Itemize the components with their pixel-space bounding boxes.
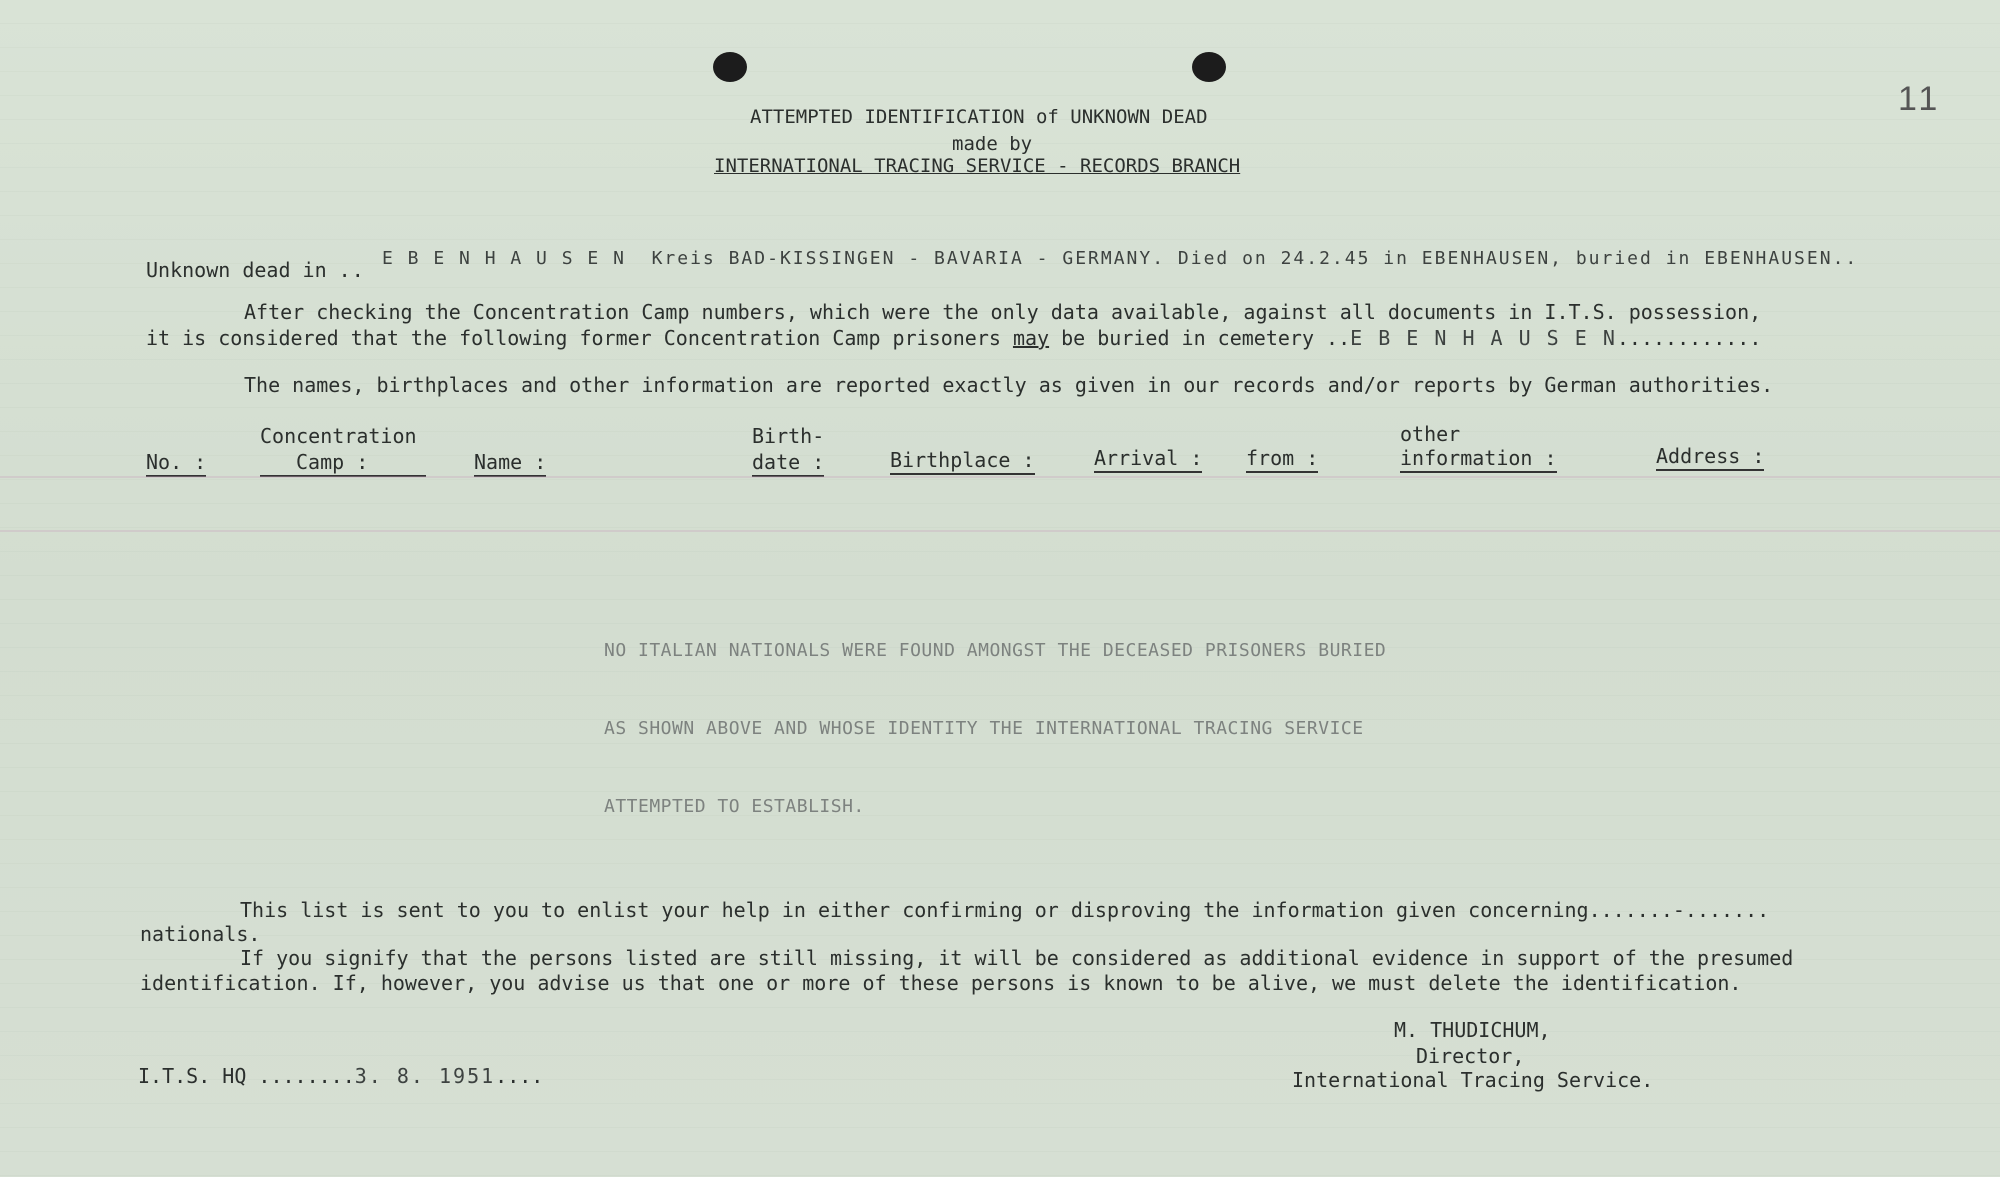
header-title: ATTEMPTED IDENTIFICATION of UNKNOWN DEAD: [750, 106, 1208, 128]
cemetery-name: E B E N H A U S E N: [1350, 326, 1617, 350]
closing-paragraph-line2: nationals.: [140, 922, 261, 946]
page-number: 11: [1898, 80, 1942, 118]
column-header-camp: Camp :: [260, 450, 426, 477]
evidence-paragraph-line1: If you signify that the persons listed are still missing, it will be considered as additional evidence in support of the presumed: [240, 946, 1794, 970]
column-header-from: from :: [1246, 446, 1318, 473]
stamp-no-italian-nationals: NO ITALIAN NATIONALS WERE FOUND AMONGST THE DECEASED PRISONERS BURIED AS SHOWN ABOVE AND WHOSE IDENTITY THE INTERNATIONAL TRACING SERVICE ATTEMPTED TO ESTABLISH.: [604, 640, 1387, 817]
unknown-dead-location: E B E N H A U S E N Kreis BAD-KISSINGEN - BAVARIA - GERMANY. Died on 24.2.45 in EBENHAUSEN, buried in EBENHAUSEN..: [382, 248, 1859, 269]
column-header-no: No. :: [146, 450, 206, 477]
paragraph-checking-line2: it is considered that the following former Concentration Camp prisoners may be buried in cemetery ..E B E N H A U S E N............: [146, 326, 1762, 350]
paragraph-checking-line1: After checking the Concentration Camp numbers, which were the only data available, against all documents in I.T.S. possession,: [244, 300, 1762, 324]
punch-hole-right: [1192, 52, 1226, 82]
ruled-line: [0, 476, 2000, 478]
unknown-dead-label: Unknown dead in ..: [146, 258, 365, 282]
signer-title: Director,: [1416, 1044, 1525, 1068]
ruled-line: [0, 530, 2000, 532]
evidence-paragraph-line2: identification. If, however, you advise us that one or more of these persons is known to be alive, we must delete the identification.: [140, 971, 1742, 995]
column-header-birth-top: Birth-: [752, 424, 825, 448]
signer-organization: International Tracing Service.: [1292, 1068, 1654, 1092]
column-header-camp-top: Concentration: [260, 424, 417, 448]
column-header-arrival: Arrival :: [1094, 446, 1202, 473]
paragraph-names-note: The names, birthplaces and other information are reported exactly as given in our records and/or reports by German authorities.: [244, 373, 1774, 397]
signer-name: M. THUDICHUM,: [1394, 1018, 1551, 1042]
column-header-name: Name :: [474, 450, 546, 477]
column-header-other-information: information :: [1400, 446, 1557, 473]
column-header-address: Address :: [1656, 444, 1764, 471]
column-header-birthplace: Birthplace :: [890, 448, 1035, 475]
its-hq-date-line: I.T.S. HQ ........3. 8. 1951....: [138, 1064, 544, 1088]
column-header-birthdate: date :: [752, 450, 824, 477]
header-made-by: made by: [952, 133, 1033, 155]
column-header-other-top: other: [1400, 422, 1461, 446]
letter-date: 3. 8. 1951: [354, 1064, 496, 1088]
header-organization: INTERNATIONAL TRACING SERVICE - RECORDS BRANCH: [714, 155, 1241, 177]
closing-paragraph-line1: This list is sent to you to enlist your help in either confirming or disproving the information given concerning.......-.......: [240, 898, 1770, 922]
punch-hole-left: [713, 52, 747, 82]
